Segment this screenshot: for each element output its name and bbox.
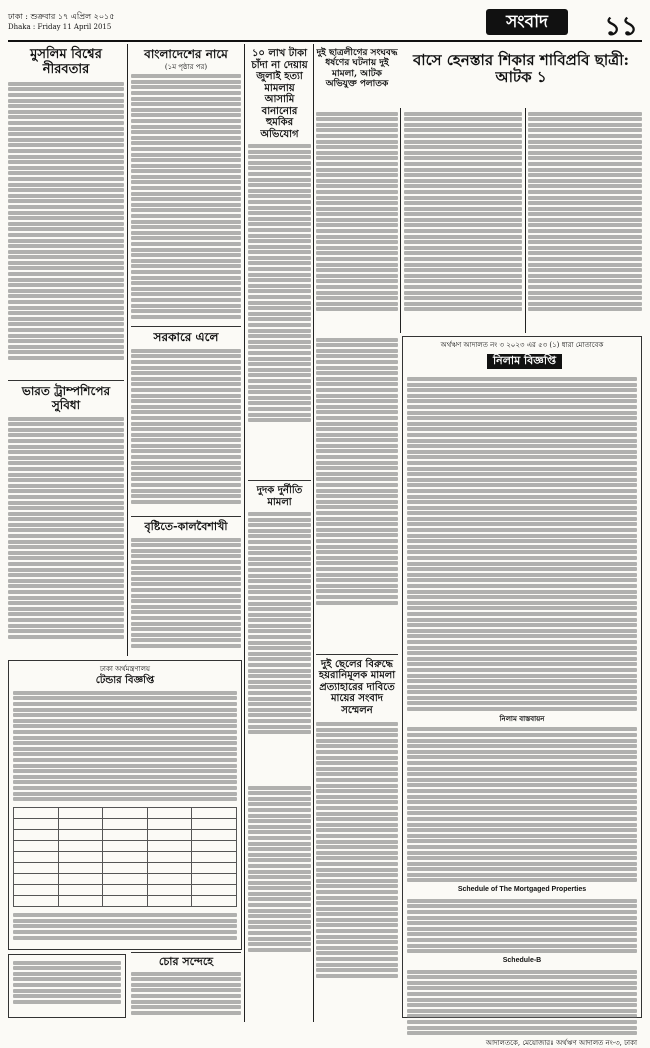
article-sarkar (131, 326, 241, 514)
logo: সংবাদ (486, 9, 568, 35)
chhatradal-body (316, 110, 398, 332)
article-dui (316, 336, 398, 1018)
schedule-heading: Schedule of The Mortgaged Properties (457, 886, 587, 894)
notice-header: ঢাকা অর্থমন্ত্রণালয় (99, 665, 151, 673)
schedule-body (407, 899, 637, 953)
headline: ১০ লাখ টাকা চাঁদা না দেয়ায় জুলাই হত্যা মামলায় আসামি বানানোর হুমকির অভিযোগ (251, 48, 308, 140)
article-chor (131, 952, 241, 1018)
body-text (248, 144, 311, 422)
headline: দুদক দুর্নীতি মামলা (256, 485, 303, 508)
tender-table (13, 807, 237, 907)
article-lakh (248, 46, 311, 476)
body-text (316, 722, 398, 978)
body-text (131, 538, 241, 648)
bus-body-1 (404, 110, 522, 332)
masthead (8, 6, 642, 42)
column-rule (244, 44, 245, 1022)
notice-body-2 (407, 727, 637, 882)
notice-body (407, 377, 637, 711)
headline: মুসলিম বিশ্বের নীরবতার (30, 47, 102, 77)
schedule-b-body (407, 970, 637, 1036)
article-muslim (8, 46, 124, 376)
headline: দুই ছাত্রলীগের সংঘবদ্ধ ধর্ষণের ঘটনায় দুই মামলা, আটক অভিযুক্ত পলাতক (316, 48, 398, 90)
date-line-en: Dhaka : Friday 11 April 2015 (8, 23, 112, 31)
body-text (316, 338, 398, 648)
body-text (8, 82, 124, 360)
column-rule (525, 108, 526, 333)
notice-header: অর্থঋণ আদালত নং ৩ ২০২৩ এর ৫৩ (১) ধারা মোতাবেক (440, 341, 604, 349)
small-ad (8, 954, 126, 1018)
body-text (131, 74, 241, 319)
body-text (248, 512, 311, 734)
tender-notice (8, 660, 242, 950)
schedule-b-heading: Schedule-B (502, 957, 542, 965)
bus-body-2 (528, 110, 642, 332)
article-trump (8, 380, 124, 652)
footer-note: আদালতকে, মেয়োজারঃ অর্থঋণ আদালত নং-৩, ঢাকা (485, 1039, 637, 1048)
auction-notice (402, 336, 642, 1048)
body-text (131, 972, 241, 1015)
headline: দুই ছেলের বিরুদ্ধে হয়রানিমূলক মামলা প্রত্যাহারের দাবিতে মায়ের সংবাদ সম্মেলন (316, 654, 398, 717)
column-rule (313, 44, 314, 1022)
article-brishti (131, 516, 241, 656)
headline: বৃষ্টিতে-কালবৈশাখী (144, 520, 228, 533)
body-text (8, 417, 124, 639)
column-rule (400, 108, 401, 333)
notice-title: টেন্ডার বিজ্ঞপ্তি (95, 675, 155, 687)
headline: সরকারে এলে (153, 330, 219, 344)
body-text (131, 349, 241, 504)
headline: ভারত ট্রাম্পশিপের সুবিধা (21, 384, 111, 412)
headline: চোর সন্দেহে (158, 955, 214, 968)
article-chhatradal (316, 46, 398, 106)
page-number: ১১ (604, 12, 638, 42)
column-rule (127, 44, 128, 656)
article-dudok (248, 480, 311, 780)
headline: বাসে হেনস্তার শিকার শাবিপ্রবি ছাত্রী: আটক ১ (412, 51, 630, 87)
article-bus-headline (400, 46, 642, 106)
article-bd-name (131, 46, 241, 324)
body-text (248, 786, 311, 952)
notice-title: নিলাম বিজ্ঞপ্তি (487, 354, 562, 369)
continued-label: (১ম পৃষ্ঠার পর) (164, 62, 208, 71)
section-header: নিলাম বাস্তবায়ন (499, 714, 545, 724)
date-line: ঢাকা : শুক্রবার ১৭ এপ্রিল ২০১৫ (8, 12, 115, 21)
column3-continued (248, 784, 311, 1018)
notice-footer (13, 913, 237, 939)
notice-body (13, 691, 237, 801)
headline: বাংলাদেশের নামে (144, 47, 228, 61)
